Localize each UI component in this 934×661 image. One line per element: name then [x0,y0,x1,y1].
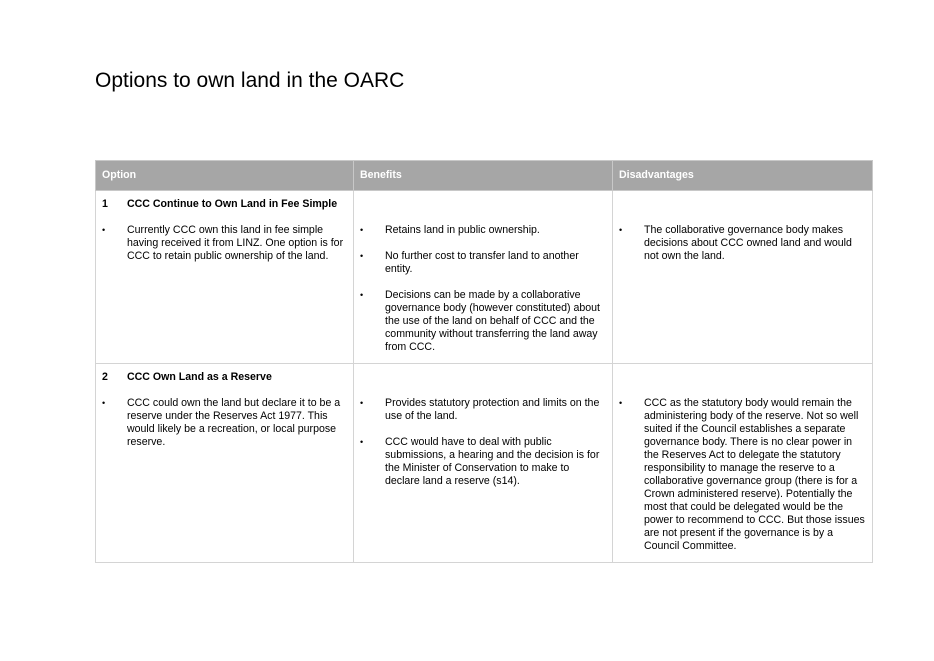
page-title: Options to own land in the OARC [95,69,405,92]
list-item [360,436,606,488]
bullet-icon: • [619,398,623,408]
option-point-text: CCC could own the land but declare it to be a reserve under the Reserves Act 1977. This would likely be a recreation, or local purpose reserve. [127,397,341,448]
benefit-text: Decisions can be made by a collaborative governance body (however constituted) about the use of the land on behalf of CCC and the community without transferring the land away from CCC. [385,289,600,353]
benefit-text: Provides statutory protection and limits on the use of the land. [385,397,600,422]
disadvantage-text: The collaborative governance body makes decisions about CCC owned land and would not own the land. [644,224,852,262]
list-item [619,397,866,553]
list-item [102,224,347,263]
list-item [360,289,606,354]
table-row [96,364,873,563]
disadvantages-cell [613,191,873,364]
benefits-list [360,224,606,354]
option-heading [102,198,347,211]
bullet-icon: • [360,398,364,408]
option-number: 1 [102,198,108,210]
table-header-row [96,161,873,191]
bullet-icon: • [360,225,364,235]
list-item [619,224,866,263]
bullet-icon: • [102,398,106,408]
list-item [360,250,606,276]
list-item [360,397,606,423]
option-number: 2 [102,371,108,383]
disadvantages-cell [613,364,873,563]
option-points [102,224,347,263]
benefits-list [360,397,606,488]
header-disadvantages: Disadvantages [613,161,873,191]
option-points [102,397,347,449]
option-cell [96,364,354,563]
disadvantages-list [619,224,866,263]
table-row [96,191,873,364]
benefit-text: No further cost to transfer land to another entity. [385,250,579,275]
benefits-cell [354,191,613,364]
option-heading [102,371,347,384]
option-point-text: Currently CCC own this land in fee simple having received it from LINZ. One option is for CCC to retain public ownership of the land. [127,224,344,262]
list-item [360,224,606,237]
bullet-icon: • [619,225,623,235]
bullet-icon: • [102,225,106,235]
benefits-cell [354,364,613,563]
header-benefits: Benefits [354,161,613,191]
bullet-icon: • [360,437,364,447]
list-item [102,397,347,449]
benefit-text: Retains land in public ownership. [385,224,540,236]
benefit-text: CCC would have to deal with public submissions, a hearing and the decision is for the Minister of Conservation to make to declare land a reserve (s14). [385,436,600,487]
option-title: CCC Own Land as a Reserve [127,371,272,383]
bullet-icon: • [360,290,364,300]
bullet-icon: • [360,251,364,261]
option-cell [96,191,354,364]
options-table [95,160,873,563]
option-title: CCC Continue to Own Land in Fee Simple [127,198,338,210]
disadvantages-list [619,397,866,553]
header-option: Option [96,161,354,191]
disadvantage-text: CCC as the statutory body would remain the administering body of the reserve. Not so well suited if the Council establishes a separate governance body. There is no clear power in the Reserves Act to delegate the statutory responsibility to manage the reserve to a collaborative governance group (there is for a Crown administered reserve). Potentially the most that could be delegated would be the power to recommend to CCC. But those issues are not present if the governance is by a Council Committee. [644,397,865,552]
